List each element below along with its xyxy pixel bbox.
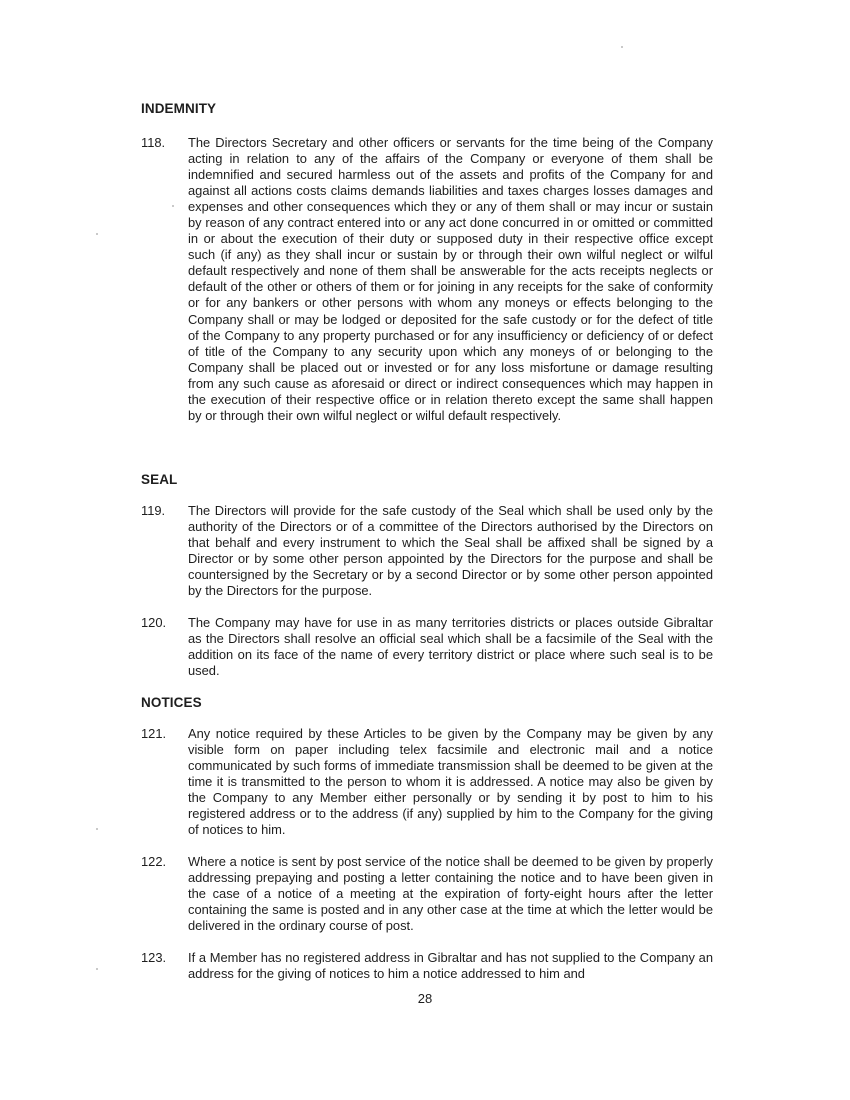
clause-118 — [141, 135, 713, 424]
section-heading-seal: SEAL — [141, 472, 178, 487]
clause-number: 119. — [141, 503, 166, 518]
clause-text: The Company may have for use in as many territories districts or places outside Gibraltar as the Directors shall resolve an official seal which shall be a facsimile of the Seal with the addition on its face of the name of every territory district or place where such seal is to be used. — [188, 615, 713, 679]
scan-speck — [96, 233, 98, 235]
clause-text: If a Member has no registered address in Gibraltar and has not supplied to the Company an address for the giving of notices to him a notice addressed to him and — [188, 950, 713, 982]
clause-number: 120. — [141, 615, 167, 630]
page-number: 28 — [417, 991, 433, 1006]
clause-number: 122. — [141, 854, 167, 869]
clause-text: The Directors Secretary and other officers or servants for the time being of the Company acting in relation to any of the affairs of the Company or everyone of them shall be indemnified and secured harmless out of the assets and profits of the Company for and against all actions costs claims demands liabilities and taxes charges losses damages and expenses and other consequences which they or any of them shall or may incur or sustain by reason of any contract entered into or any act done concurred in or omitted or committed in or about the execution of their duty or supposed duty in their respective office except such (if any) as they shall incur or sustain by or through their own wilful neglect or wilful default respectively and none of them shall be answerable for the acts receipts neglects or default of the other or others of them or for joining in any receipts for the sake of conformity or for any bankers or other persons with whom any moneys or effects belonging to the Company shall or may be lodged or deposited for the safe custody or for the defect of title of the Company to any property purchased or for any insufficiency or deficiency of or defect of title of the Company to any security upon which any moneys of or belonging to the Company shall be placed out or invested or for any loss misfortune or damage resulting from any such cause as aforesaid or direct or indirect consequences which may happen in the execution of their respective office or in relation thereto except the same shall happen by or through their own wilful neglect or wilful default respectively. — [188, 135, 713, 423]
clause-text: Where a notice is sent by post service of the notice shall be deemed to be given by properly addressing prepaying and posting a letter containing the notice and to have been given in the case of a notice of a meeting at the expiration of forty-eight hours after the letter containing the same is posted and in any other case at the time at which the letter would be delivered in the ordinary course of post. — [188, 854, 713, 934]
section-heading-indemnity: INDEMNITY — [141, 101, 217, 116]
clause-121 — [141, 726, 713, 838]
scan-speck — [96, 828, 98, 830]
clause-number: 123. — [141, 950, 167, 965]
clause-number: 121. — [141, 726, 167, 741]
scan-speck — [96, 968, 98, 970]
clause-text: The Directors will provide for the safe custody of the Seal which shall be used only by the authority of the Directors or of a committee of the Directors authorised by the Directors on that behalf and every instrument to which the Seal shall be affixed shall be signed by a Director or by some other person appointed by the Directors for the purpose and shall be countersigned by the Secretary or by a second Director or by some other person appointed by the Directors for the purpose. — [188, 503, 713, 599]
clause-120 — [141, 615, 713, 679]
clause-123 — [141, 950, 713, 982]
scan-speck — [621, 46, 623, 48]
clause-119 — [141, 503, 713, 599]
section-heading-notices: NOTICES — [141, 695, 202, 710]
clause-number: 118. — [141, 135, 166, 150]
clause-122 — [141, 854, 713, 934]
clause-text: Any notice required by these Articles to be given by the Company may be given by any visible form on paper including telex facsimile and electronic mail and a notice communicated by such forms of immediate transmission shall be deemed to be given at the time it is transmitted to the person to whom it is addressed. A notice may also be given by the Company to any Member either personally or by sending it by post to him to his registered address or to the address (if any) supplied by him to the Company for the giving of notices to him. — [188, 726, 713, 838]
